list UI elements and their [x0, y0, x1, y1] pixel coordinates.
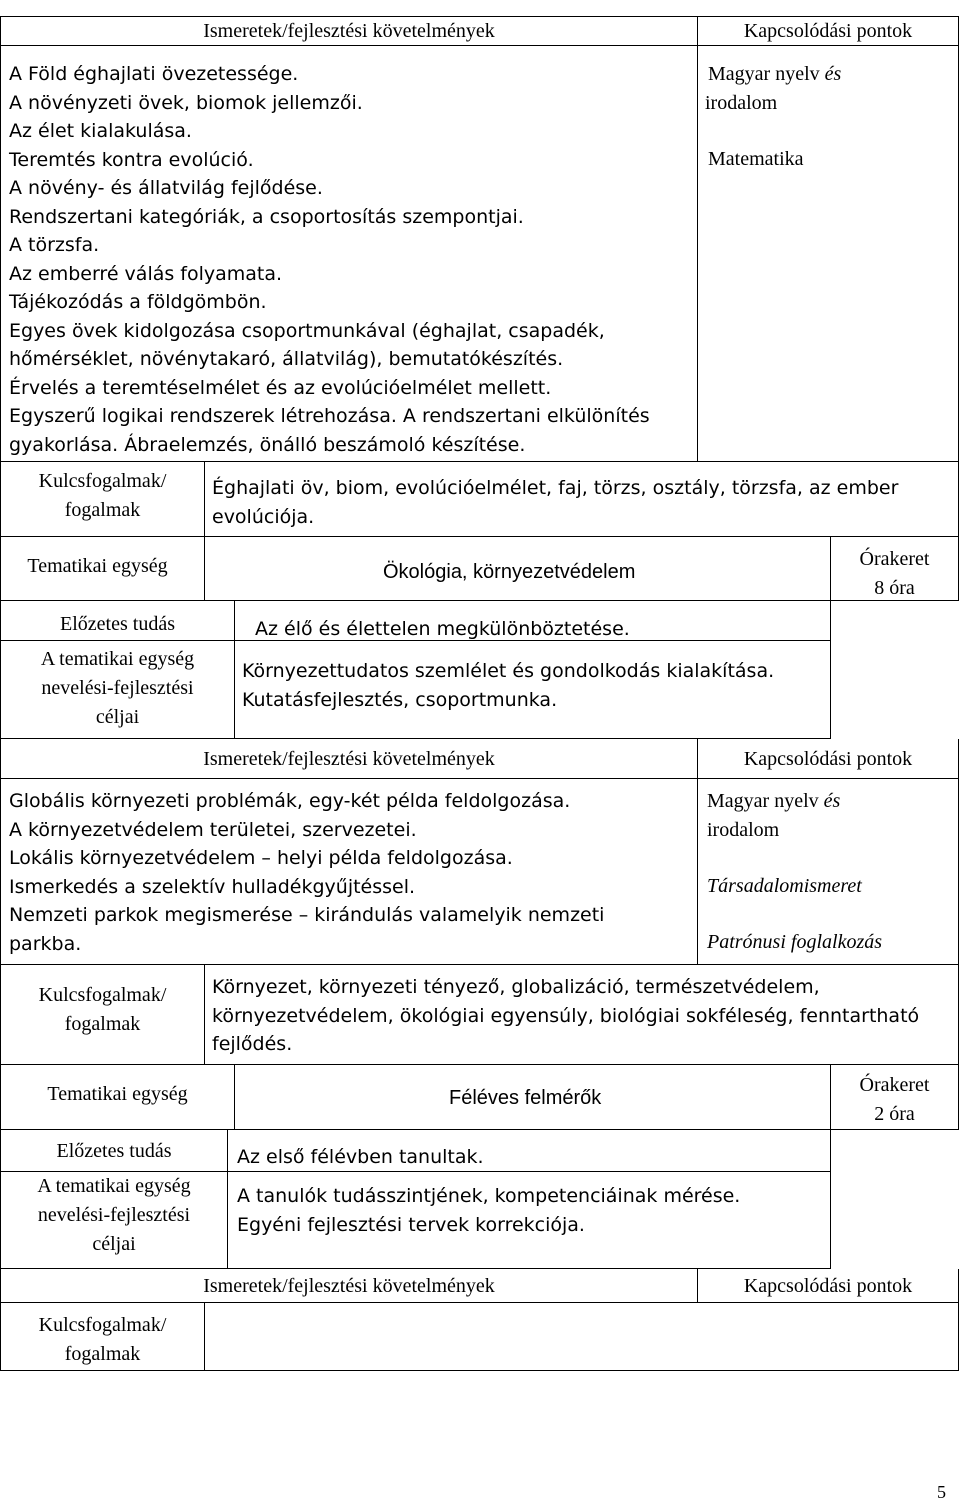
s1-ismeretek-line: Egyes övek kidolgozása csoportmunkával (éghajlat, csapadék, — [9, 319, 605, 342]
s2-ismeretek-cell — [0, 779, 698, 965]
s3-kulcs-label — [0, 1303, 205, 1371]
s2-ismeretek-line: parkba. — [9, 932, 82, 955]
s1-ismeretek-line: A Föld éghajlati övezetessége. — [9, 63, 299, 85]
s1-kulcs-label-line: Kulcsfogalmak/ — [38, 470, 167, 492]
s1-ismeretek-line: A növényzeti övek, biomok jellemzői. — [9, 91, 363, 114]
s2-ismeretek-line: Nemzeti parkok megismerése – kirándulás valamelyik nemzeti — [9, 904, 605, 926]
s2-celjai-label — [0, 641, 235, 739]
s3-elozetes-value-text: Az első félévben tanultak. — [237, 1146, 484, 1168]
s2-ismeretek-line: Lokális környezetvédelem – helyi példa feldolgozása. — [9, 847, 513, 869]
s3-kulcs-label-line: fogalmak — [64, 1343, 141, 1365]
s2-celjai-line: Kutatásfejlesztés, csoportmunka. — [242, 689, 558, 711]
s3-elozetes-label — [0, 1130, 228, 1172]
s2-ismeretek-line: A környezetvédelem területei, szervezetei. — [9, 818, 417, 841]
s1-kapcsolodasi-header-text: Kapcsolódási pontok — [743, 20, 913, 42]
s2-ismeretek-line: Ismerkedés a szelektív hulladékgyűjtéssel. — [9, 875, 416, 898]
s2-celjai-label-line: nevelési-fejlesztési — [41, 677, 194, 699]
s2-orakeret-cell — [831, 537, 959, 601]
s3-kapcsolodasi-header-text: Kapcsolódási pontok — [743, 1275, 913, 1297]
s1-ismeretek-cell — [0, 46, 698, 462]
s2-elozetes-label-text: Előzetes tudás — [60, 613, 175, 635]
s2-kulcs-label-line: fogalmak — [64, 1013, 141, 1035]
s1-ismeretek-line: gyakorlása. Ábraelemzés, önálló beszámoló készítése. — [9, 433, 526, 456]
s2-elozetes-label — [0, 601, 235, 641]
s1-ismeretek-line: Teremtés kontra evolúció. — [9, 148, 254, 171]
s2-celjai-line: Környezettudatos szemlélet és gondolkodás kialakítása. — [242, 660, 775, 682]
s1-kapcs-matematika: Matematika — [708, 148, 804, 170]
s1-ismeretek-header-text: Ismeretek/fejlesztési követelmények — [203, 20, 495, 42]
s3-ismeretek-header — [0, 1269, 698, 1303]
s2-kapcsolodasi-header — [698, 739, 959, 779]
s1-ismeretek-header — [0, 16, 698, 46]
s1-ismeretek-line: Az élet kialakulása. — [9, 120, 192, 142]
s2-kulcs-content — [205, 965, 959, 1065]
s3-title: Féléves felmérők — [449, 1087, 602, 1109]
s1-kulcs-label — [0, 462, 205, 537]
s2-kulcs-label-line: Kulcsfogalmak/ — [38, 984, 167, 1006]
s3-ismeretek-header-text: Ismeretek/fejlesztési követelmények — [203, 1275, 495, 1297]
s2-celjai-label-line: céljai — [95, 706, 140, 728]
s3-celjai-label-line: céljai — [92, 1233, 136, 1255]
s3-orakeret-label: Órakeret — [859, 1074, 930, 1096]
s2-elozetes-value-text: Az élő és élettelen megkülönböztetése. — [255, 618, 630, 640]
s1-kapcs-magyar: Magyar nyelv — [708, 63, 820, 85]
s3-title-cell — [235, 1065, 831, 1130]
s3-tematikai-label-text: Tematikai egység — [47, 1083, 188, 1105]
s2-title-cell — [205, 537, 831, 601]
s1-ismeretek-line: hőmérséklet, növénytakaró, állatvilág), bemutatókészítés. — [9, 348, 564, 370]
s1-kapcsolodasi-cell — [698, 46, 959, 462]
s2-celjai-value — [235, 641, 831, 739]
s2-kapcs-tarsadalom: Társadalomismeret — [707, 875, 862, 897]
s2-ismeretek-header-text: Ismeretek/fejlesztési követelmények — [203, 748, 495, 770]
s2-kulcs-line: környezetvédelem, ökológiai egyensúly, biológiai sokféleség, fenntartható — [212, 1004, 920, 1027]
s1-ismeretek-line: Érvelés a teremtéselmélet és az evolúcióelmélet mellett. — [9, 376, 552, 399]
s3-celjai-label — [0, 1172, 228, 1269]
s1-ismeretek-line: A növény- és állatvilág fejlődése. — [9, 177, 323, 199]
s3-orakeret-cell — [831, 1065, 959, 1130]
s1-kulcs-content — [205, 462, 959, 537]
s3-orakeret-value: 2 óra — [874, 1103, 915, 1125]
page-number: 5 — [937, 1482, 946, 1502]
s3-kulcs-label-line: Kulcsfogalmak/ — [38, 1314, 167, 1336]
s3-celjai-value — [228, 1172, 831, 1269]
s3-celjai-label-line: nevelési-fejlesztési — [37, 1204, 191, 1226]
s1-kapcsolodasi-header — [698, 16, 959, 46]
s3-kapcsolodasi-header — [698, 1269, 959, 1303]
s3-celjai-label-line: A tematikai egység — [37, 1175, 191, 1197]
s1-ismeretek-line: Egyszerű logikai rendszerek létrehozása. A rendszertani elkülönítés — [9, 405, 650, 427]
s1-kulcs-line: evolúciója. — [212, 506, 315, 528]
s2-kulcs-line: fejlődés. — [212, 1033, 293, 1055]
s1-ismeretek-line: Tájékozódás a földgömbön. — [9, 291, 267, 313]
s3-celjai-line: A tanulók tudásszintjének, kompetenciáinak mérése. — [237, 1185, 741, 1207]
s2-orakeret-label: Órakeret — [859, 548, 930, 570]
s1-kulcs-line: Éghajlati öv, biom, evolúcióelmélet, faj, törzs, osztály, törzsfa, az ember — [212, 477, 899, 499]
s2-kapcs-irodalom: irodalom — [707, 819, 780, 841]
s2-kapcsolodasi-header-text: Kapcsolódási pontok — [743, 748, 913, 770]
s2-kapcsolodasi-cell — [698, 779, 959, 965]
s2-elozetes-value — [235, 601, 831, 641]
s3-kulcs-content — [205, 1303, 959, 1371]
s3-elozetes-value — [228, 1130, 831, 1172]
s2-kapcs-magyar: Magyar nyelv — [707, 790, 819, 812]
s1-kapcs-irodalom: irodalom — [705, 92, 778, 114]
s2-ismeretek-line: Globális környezeti problémák, egy-két példa feldolgozása. — [9, 790, 571, 812]
s1-ismeretek-line: A törzsfa. — [9, 234, 100, 256]
s2-ismeretek-header — [0, 739, 698, 779]
s2-celjai-label-line: A tematikai egység — [40, 648, 195, 670]
s2-tematikai-label — [0, 537, 205, 601]
s1-kulcs-label-line: fogalmak — [64, 499, 141, 521]
s2-title: Ökológia, környezetvédelem — [383, 561, 636, 583]
s2-orakeret-value: 8 óra — [874, 577, 915, 599]
s2-kulcs-label — [0, 965, 205, 1065]
s1-ismeretek-line: Rendszertani kategóriák, a csoportosítás szempontjai. — [9, 205, 524, 228]
s1-ismeretek-line: Az emberré válás folyamata. — [9, 262, 283, 285]
s2-tematikai-label-text: Tematikai egység — [27, 555, 168, 577]
s2-kulcs-line: Környezet, környezeti tényező, globalizáció, természetvédelem, — [212, 976, 820, 998]
s2-kapcs-es: és — [823, 790, 841, 812]
s3-tematikai-label — [0, 1065, 235, 1130]
s1-kapcs-es: és — [824, 63, 842, 85]
s3-elozetes-label-text: Előzetes tudás — [56, 1140, 172, 1162]
s2-kapcs-patronusi: Patrónusi foglalkozás — [707, 931, 883, 953]
s3-celjai-line: Egyéni fejlesztési tervek korrekciója. — [237, 1214, 585, 1236]
